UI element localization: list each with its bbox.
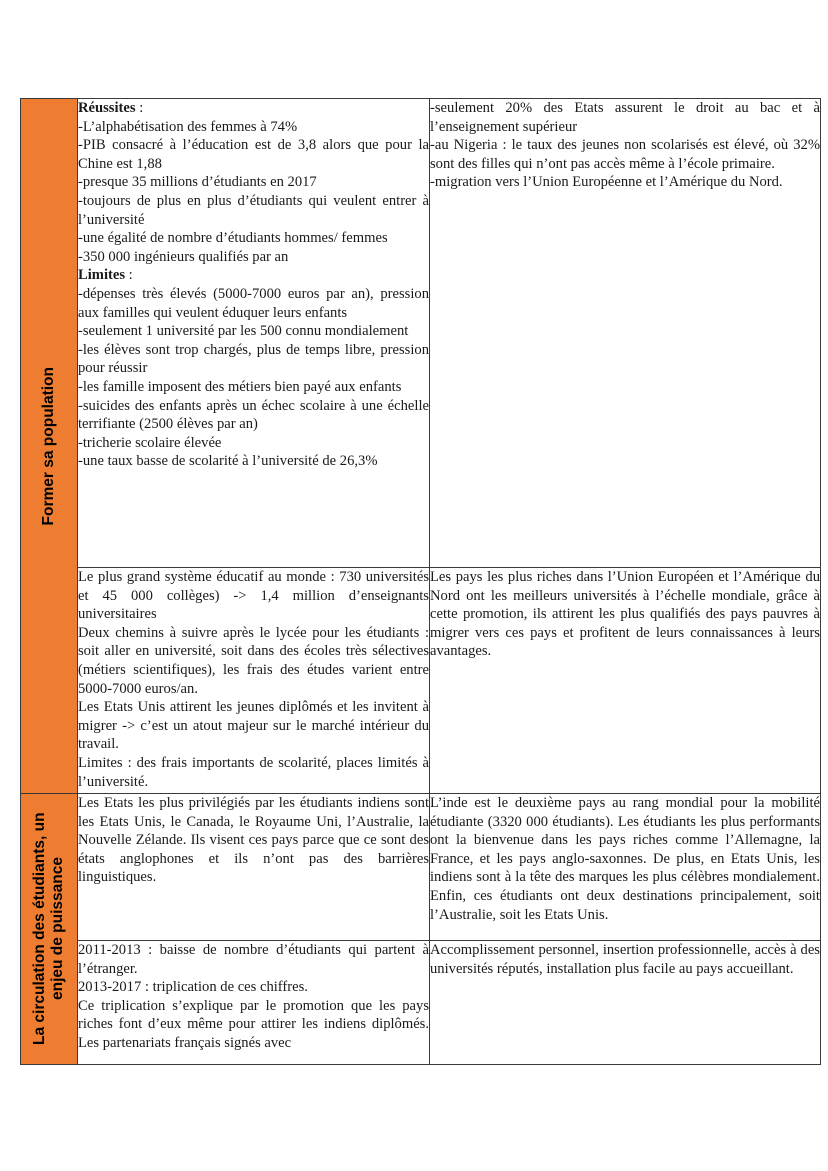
paragraph: 2011-2013 : baisse de nombre d’étudiants qui partent à l’étranger. — [78, 942, 429, 977]
table-row — [21, 568, 821, 794]
cell-preferred-countries — [78, 794, 430, 941]
list-item: -les élèves sont trop chargés, plus de temps libre, pression pour réussir — [78, 341, 429, 377]
list-item: -presque 35 millions d’étudiants en 2017 — [78, 174, 317, 191]
cell-student-mobility — [430, 794, 821, 941]
list-item: -migration vers l’Union Européenne et l’Amérique du Nord. — [430, 174, 783, 191]
content-table — [20, 98, 821, 1065]
paragraph: 2013-2017 : triplication de ces chiffres. — [78, 979, 308, 996]
list-item: -une taux basse de scolarité à l’université de 26,3% — [78, 453, 378, 470]
list-item: -seulement 20% des Etats assurent le droit au bac et à l’enseignement supérieur — [430, 100, 820, 135]
cell-motivations — [430, 941, 821, 1065]
paragraph: Deux chemins à suivre après le lycée pour les étudiants : soit aller en université, soit dans des écoles très sélectives (métiers scientifiques), les frais des études varient entre 5000-7000 euros/an. — [78, 624, 429, 697]
list-item: -une égalité de nombre d’étudiants hommes/ femmes — [78, 230, 388, 247]
reussites-colon: : — [135, 100, 144, 116]
paragraph: Les pays les plus riches dans l’Union Européen et l’Amérique du Nord ont les meilleurs universités à l’échelle mondiale, grâce à cette promotion, ils attirent les plus qualifiés des pays pauvres à migrer vers ces pays et profitent de leurs connaissances à leurs avantages. — [430, 569, 820, 660]
list-item: -dépenses très élevés (5000-7000 euros par an), pression aux familles qui veulent éduquer leurs enfants — [78, 285, 429, 321]
list-item: -L’alphabétisation des femmes à 74% — [78, 118, 298, 135]
section-label-former-population — [21, 99, 78, 794]
section-title: La circulation des étudiants, un enjeu de puissance — [31, 812, 66, 1046]
table-row — [21, 794, 821, 941]
paragraph: Accomplissement personnel, insertion professionnelle, accès à des universités réputés, installation plus facile au pays accueillant. — [430, 942, 820, 977]
limites-colon: : — [125, 267, 133, 284]
list-item: -tricherie scolaire élevée — [78, 434, 222, 451]
list-item: -au Nigeria : le taux des jeunes non scolarisés est élevé, où 32% sont des filles qui n’ont pas accès même à l’école primaire. — [430, 137, 820, 172]
list-item: -seulement 1 université par les 500 connu mondialement — [78, 323, 409, 340]
section-title: Former sa population — [40, 366, 57, 526]
cell-reussites-limites — [78, 99, 430, 568]
paragraph: L’inde est le deuxième pays au rang mondial pour la mobilité étudiante (3320 000 étudiants). Les étudiants les plus performants ont la bienvenue dans les pays riches comme l’Allemagne, la France, et les pays anglo-saxonnes. De plus, en Etats Unis, les indiens sont à la tête des marques les plus célèbres mondialement. Enfin, ces étudiants ont deux destinations principalement, soit l’Australie, soit les Etats Unis. — [430, 795, 820, 923]
table-row — [21, 941, 821, 1065]
list-item: -toujours de plus en plus d’étudiants qui veulent entrer à l’université — [78, 192, 429, 228]
paragraph: Limites : des frais importants de scolarité, places limités à l’université. — [78, 754, 429, 790]
cell-rich-countries — [430, 568, 821, 794]
limites-heading: Limites — [78, 267, 126, 284]
list-item: -les famille imposent des métiers bien payé aux enfants — [78, 378, 402, 395]
list-item: -350 000 ingénieurs qualifiés par an — [78, 248, 289, 265]
cell-timeline — [78, 941, 430, 1065]
table-row — [21, 99, 821, 568]
reussites-heading: Réussites — [78, 100, 136, 116]
list-item: -PIB consacré à l’éducation est de 3,8 alors que pour la Chine est 1,88 — [78, 137, 429, 172]
cell-global-comparison — [430, 99, 821, 568]
list-item: -suicides des enfants après un échec scolaire à une échelle terrifiante (2500 élèves par an) — [78, 397, 429, 433]
paragraph: Les Etats les plus privilégiés par les étudiants indiens sont les Etats Unis, le Canada, le Royaume Uni, l’Australie, la Nouvelle Zélande. Ils visent ces pays parce que ce sont des états anglophones et ils n’ont pas des barrières linguistiques. — [78, 795, 429, 886]
cell-education-system — [78, 568, 430, 794]
paragraph: Ce triplication s’explique par le promotion que les pays riches font d’eux même pour attirer les indiens diplômés. Les partenariats français signés avec — [78, 997, 429, 1051]
paragraph: Le plus grand système éducatif au monde : 730 universités et 45 000 collèges) -> 1,4 million d’enseignants universitaires — [78, 569, 429, 623]
paragraph: Les Etats Unis attirent les jeunes diplômés et les invitent à migrer -> c’est un atout majeur sur le marché intérieur du travail. — [78, 699, 429, 753]
section-label-circulation-etudiants — [21, 794, 78, 1065]
